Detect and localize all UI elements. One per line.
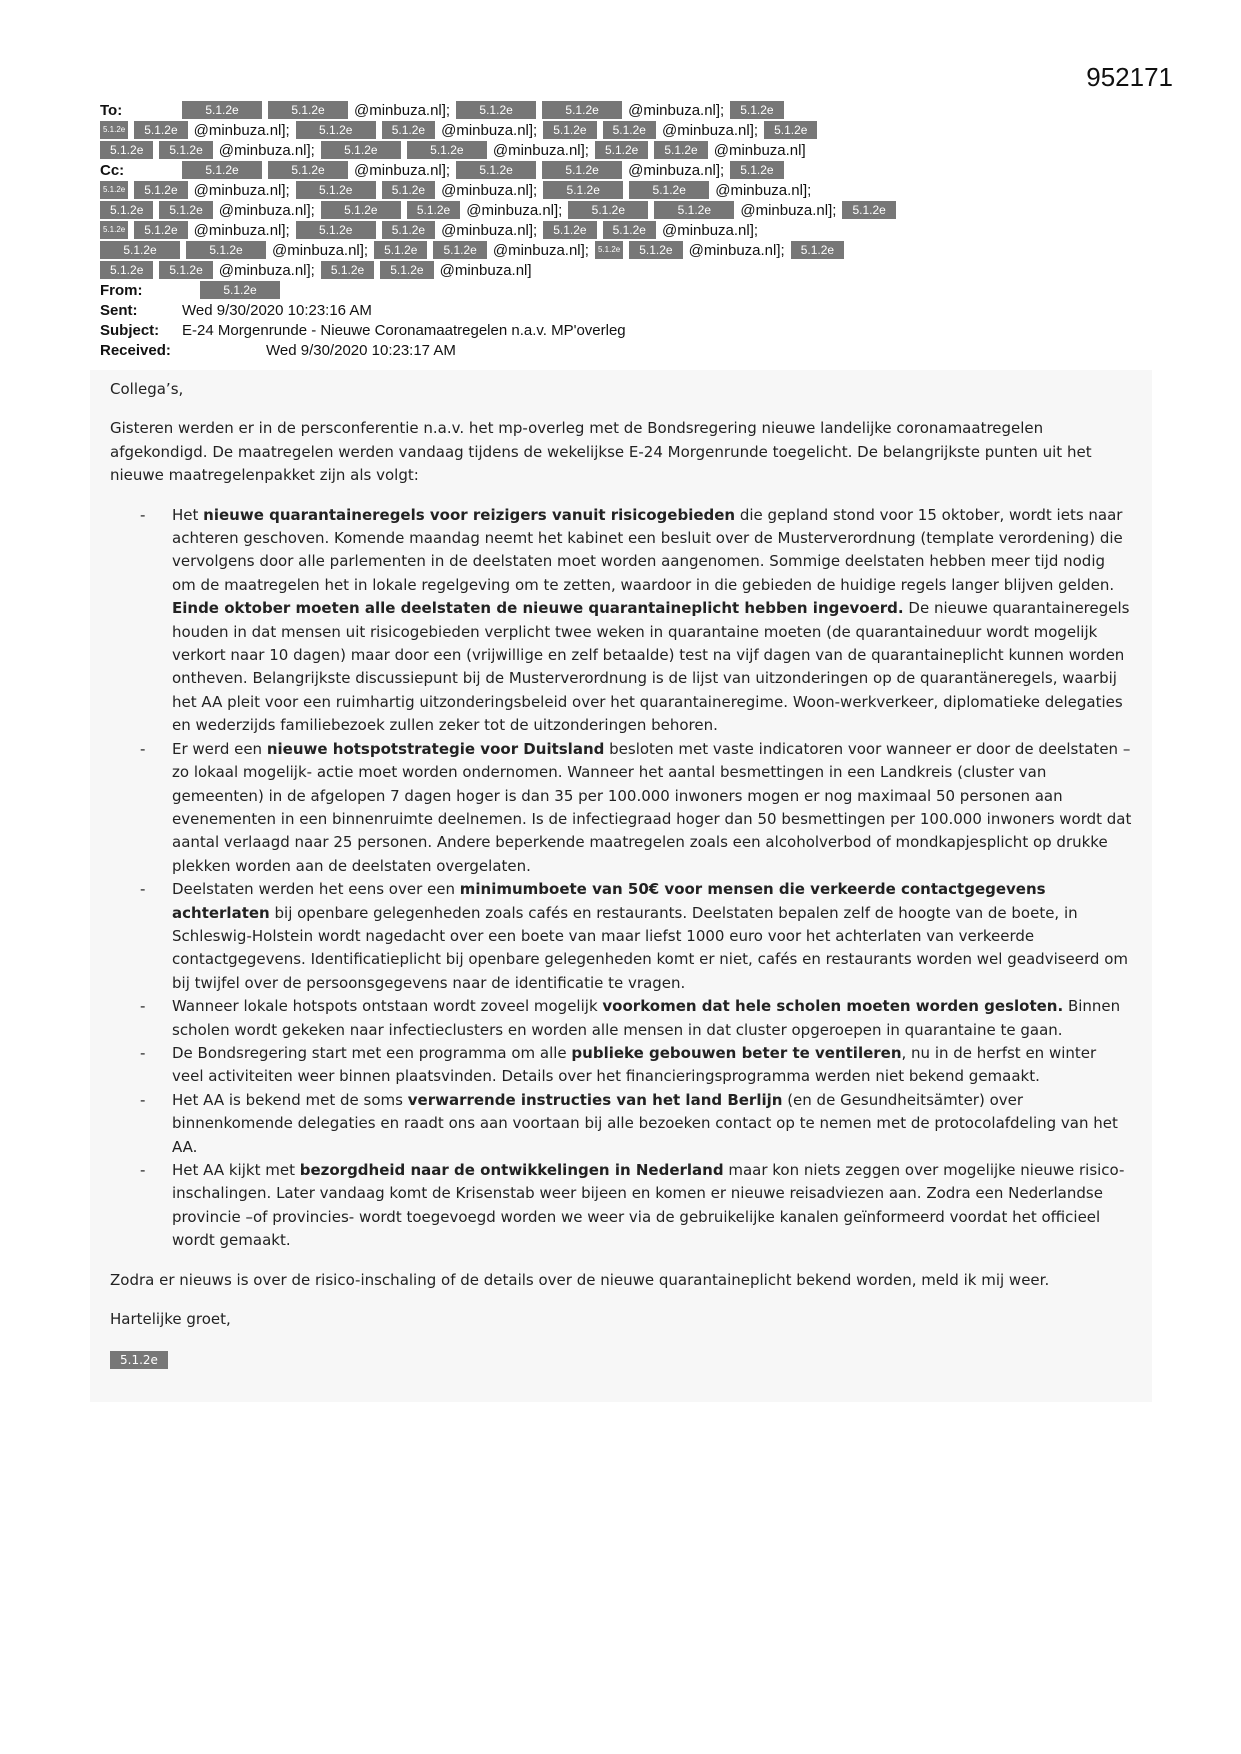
redaction-box: 5.1.2e [321, 261, 374, 279]
redaction-box: 5.1.2e [159, 201, 212, 219]
redaction-box: 5.1.2e [296, 221, 376, 239]
email-domain: @minbuza.nl]; [193, 181, 290, 199]
redaction-box: 5.1.2e [100, 241, 180, 259]
redaction-box: 5.1.2e [374, 241, 427, 259]
redaction-box: 5.1.2e [268, 101, 348, 119]
redaction-box: 5.1.2e [182, 101, 262, 119]
redaction-box: 5.1.2e [456, 161, 536, 179]
bullet-emphasis: nieuwe hotspotstrategie voor Duitsland [266, 739, 605, 758]
email-domain: @minbuza.nl]; [441, 221, 538, 239]
bullet-emphasis: bezorgdheid naar de ontwikkelingen in Nederland [299, 1161, 724, 1179]
redaction-box: 5.1.2e [100, 221, 128, 239]
bullet-item [110, 995, 1132, 1042]
cc-row-2 [100, 180, 1130, 200]
email-domain: @minbuza.nl]; [466, 201, 563, 219]
redaction-box: 5.1.2e [730, 101, 783, 119]
redaction-box: 5.1.2e [100, 141, 153, 159]
cc-row-4 [100, 220, 1130, 240]
document-id: 952171 [1086, 62, 1173, 92]
bullet-emphasis: verwarrende instructies van het land Berlijn [407, 1090, 783, 1109]
redaction-box: 5.1.2e [433, 241, 486, 259]
email-header [100, 100, 1130, 360]
redaction-box: 5.1.2e [629, 181, 709, 199]
redaction-box: 5.1.2e [134, 221, 187, 239]
email-domain: @minbuza.nl]; [628, 101, 725, 119]
email-domain: @minbuza.nl]; [628, 161, 725, 179]
redaction-box: 5.1.2e [629, 241, 682, 259]
bullet-text: Het AA kijkt met [172, 1161, 300, 1179]
email-domain: @minbuza.nl]; [688, 241, 785, 259]
bullet-text: bij openbare gelegenheden zoals cafés en restaurants. Deelstaten bepalen zelf de hoogte van de boete, in Schleswig-Holstein wordt nagedacht over een boete van maar liefst 1000 euro voor het achterlaten van verkeerde contactgegevens. Identificatieplicht bij openbare gelegenheden komt er niet, cafés en restaurants worden wel geadviseerd om bij twijfel over de persoonsgegevens naar de identificatie te vragen. [172, 903, 1128, 992]
redaction-box: 5.1.2e [764, 121, 817, 139]
email-domain: @minbuza.nl]; [193, 221, 290, 239]
signoff: Hartelijke groet, [110, 1310, 231, 1329]
redaction-box: 5.1.2e [603, 121, 656, 139]
email-domain: @minbuza.nl]; [492, 241, 589, 259]
bullet-item [110, 1089, 1132, 1159]
bullet-item [110, 738, 1132, 878]
redaction-box: 5.1.2e [100, 201, 153, 219]
email-domain: @minbuza.nl]; [218, 201, 315, 219]
redaction-box: 5.1.2e [134, 181, 187, 199]
closing-paragraph: Zodra er nieuws is over de risico-inschaling of de details over de nieuwe quarantaineplicht bekend worden, meld ik mij weer. [110, 1270, 1050, 1289]
subject-label: Subject: [100, 321, 160, 339]
bullet-text: besloten met vaste indicatoren voor wanneer er door de deelstaten –zo lokaal mogelijk- actie moet worden ondernomen. Wanneer het aantal besmettingen in een Landkreis (cluster van gemeenten) in de afgelopen 7 dagen hoger is dan 35 per 100.000 inwoners mogen er nog maximaal 50 personen aan evenementen in een binnenruimte deelnemen. Is de infectiegraad hoger dan 50 besmettingen per 100.000 inwoners wordt dat aantal verlaagd naar 25 personen. Andere beperkende maatregelen zoals een alcoholverbod of mondkapjesplicht op drukke plekken worden aan de deelstaten overgelaten. [172, 739, 1132, 875]
received-row [100, 340, 1130, 360]
redaction-box: 5.1.2e [100, 121, 128, 139]
bullet-item [110, 1159, 1132, 1253]
bullet-text: Er werd een [172, 739, 267, 758]
redaction-box: 5.1.2e [182, 161, 262, 179]
email-body [90, 370, 1152, 1402]
bullet-emphasis: publieke gebouwen beter te ventileren [571, 1043, 902, 1062]
redaction-box: 5.1.2e [542, 101, 622, 119]
bullet-item [110, 1042, 1132, 1089]
email-domain: @minbuza.nl]; [193, 121, 290, 139]
redaction-box: 5.1.2e [595, 141, 648, 159]
email-domain: @minbuza.nl]; [354, 161, 451, 179]
bullet-text: Wanneer lokale hotspots ontstaan wordt zoveel mogelijk [172, 997, 603, 1016]
signature-redaction: 5.1.2e [110, 1351, 168, 1369]
bullet-text: Deelstaten werden het eens over een [172, 880, 460, 899]
redaction-box: 5.1.2e [568, 201, 648, 219]
email-domain: @minbuza.nl]; [218, 141, 315, 159]
redaction-box: 5.1.2e [543, 121, 596, 139]
email-domain: @minbuza.nl]; [740, 201, 837, 219]
redaction-box: 5.1.2e [268, 161, 348, 179]
bullet-text: Binnen scholen wordt gekeken naar infectieclusters en worden alle mensen in dat cluster opgeroepen in quarantaine te gaan. [172, 997, 1121, 1039]
redaction-box: 5.1.2e [321, 201, 401, 219]
cc-row-6 [100, 260, 1130, 280]
sent-label: Sent: [100, 301, 138, 319]
redaction-box: 5.1.2e [842, 201, 895, 219]
bullet-text: De nieuwe quarantaineregels houden in dat mensen uit risicogebieden verplicht twee weken in quarantaine moeten (de quarantaineduur wordt mogelijk verkort naar 10 dagen) maar door een (vrijwillige en zelf betaalde) test na vijf dagen van de quarantaineplicht kunnen worden ontheven. Belangrijkste discussiepunt bij de Musterverordnung is de lijst van uitzonderingen op de quarantäneregels, waarbij het AA pleit voor een ruimhartig uitzonderingsbeleid over het quarantaineregime. Woon-werkverkeer, diplomatieke delegaties en wederzijds familiebezoek zullen zeker tot de uitzonderingen behoren. [172, 599, 1130, 735]
bullet-list [110, 504, 1132, 1253]
bullet-emphasis: voorkomen dat hele scholen moeten worden gesloten. [602, 997, 1064, 1016]
to-row-1 [100, 100, 1130, 120]
redaction-box: 5.1.2e [654, 201, 734, 219]
redaction-box: 5.1.2e [456, 101, 536, 119]
to-row-2 [100, 120, 1130, 140]
redaction-box: 5.1.2e [159, 141, 212, 159]
intro-paragraph: Gisteren werden er in de persconferentie n.a.v. het mp-overleg met de Bondsregering nieuwe landelijke coronamaatregelen afgekondigd. De maatregelen werden vandaag tijdens de wekelijkse E-24 Morgenrunde toegelicht. De belangrijkste punten uit het nieuwe maatregelenpakket zijn als volgt: [110, 419, 1092, 485]
redaction-box: 5.1.2e [407, 141, 487, 159]
redaction-box: 5.1.2e [542, 161, 622, 179]
email-domain: @minbuza.nl]; [441, 181, 538, 199]
from-label: From: [100, 281, 143, 299]
to-row-3 [100, 140, 1130, 160]
bullet-text: (en de Gesundheitsämter) over binnenkomende delegaties en raadt ons aan voortaan bij alle bezoeken contact op te nemen met de protocolafdeling van het AA. [172, 1090, 1118, 1156]
redaction-box: 5.1.2e [382, 221, 435, 239]
bullet-text: De Bondsregering start met een programma om alle [172, 1043, 572, 1062]
bullet-emphasis: Einde oktober moeten alle deelstaten de nieuwe quarantaineplicht hebben ingevoerd. [172, 599, 904, 618]
cc-row-3 [100, 200, 1130, 220]
sent-value: Wed 9/30/2020 10:23:16 AM [182, 301, 372, 319]
cc-row-5 [100, 240, 1130, 260]
bullet-text: Het [172, 505, 204, 524]
email-domain: @minbuza.nl]; [272, 241, 369, 259]
redaction-box: 5.1.2e [186, 241, 266, 259]
greeting: Collega’s, [110, 380, 184, 398]
email-domain: @minbuza.nl] [439, 261, 532, 279]
redaction-box: 5.1.2e [159, 261, 212, 279]
email-domain: @minbuza.nl]; [715, 181, 812, 199]
redaction-box: 5.1.2e [791, 241, 844, 259]
redaction-box: 5.1.2e [730, 161, 783, 179]
bullet-text: Het AA is bekend met de soms [172, 1090, 408, 1109]
email-domain: @minbuza.nl]; [492, 141, 589, 159]
redaction-box: 5.1.2e [382, 181, 435, 199]
redaction-box: 5.1.2e [100, 261, 153, 279]
redaction-box: 5.1.2e [100, 181, 128, 199]
cc-row-1 [100, 160, 1130, 180]
redaction-box: 5.1.2e [380, 261, 433, 279]
redaction-box: 5.1.2e [603, 221, 656, 239]
email-domain: @minbuza.nl]; [661, 221, 759, 239]
email-domain: @minbuza.nl]; [354, 101, 451, 119]
email-domain: @minbuza.nl] [713, 141, 806, 159]
redaction-box: 5.1.2e [200, 281, 280, 299]
bullet-item [110, 878, 1132, 995]
bullet-text: maar kon niets zeggen over mogelijke nieuwe risico-inschalingen. Later vandaag komt de Krisenstab weer bijeen en komen er nieuwe reisadviezen aan. Zodra een Nederlandse provincie –of provincies- wordt toegevoegd worden we weer via de gebruikelijke kanalen geïnformeerd voordat het officieel wordt gemaakt. [172, 1161, 1125, 1250]
received-value: Wed 9/30/2020 10:23:17 AM [266, 341, 456, 359]
email-domain: @minbuza.nl]; [218, 261, 315, 279]
email-domain: @minbuza.nl]; [441, 121, 538, 139]
received-label: Received: [100, 341, 171, 359]
bullet-emphasis: nieuwe quarantaineregels voor reizigers vanuit risicogebieden [203, 505, 736, 524]
redaction-box: 5.1.2e [382, 121, 435, 139]
redaction-box: 5.1.2e [543, 181, 623, 199]
bullet-text: , nu in de herfst en winter veel activiteiten weer binnen plaatsvinden. Details over het financieringsprogramma werden niet bekend gemaakt. [172, 1043, 1097, 1086]
redaction-box: 5.1.2e [296, 121, 376, 139]
bullet-text: die gepland stond voor 15 oktober, wordt iets naar achteren geschoven. Komende maandag neemt het kabinet een besluit over de Musterverordnung (template verordening) die vervolgens door alle parlementen in de deelstaten moet worden aangenomen. Sommige deelstaten hebben meer tijd nodig om de maatregelen het in lokale regelgeving om te zetten, waardoor in die gebieden de huidige regels langer blijven gelden. [172, 505, 1123, 594]
redaction-box: 5.1.2e [134, 121, 187, 139]
subject-value: E-24 Morgenrunde - Nieuwe Coronamaatregelen n.a.v. MP'overleg [182, 321, 626, 339]
subject-row [100, 320, 1130, 340]
redaction-box: 5.1.2e [321, 141, 401, 159]
redaction-box: 5.1.2e [595, 241, 623, 259]
sent-row [100, 300, 1130, 320]
from-row [100, 280, 1130, 300]
bullet-item [110, 504, 1132, 738]
redaction-box: 5.1.2e [543, 221, 596, 239]
email-domain: @minbuza.nl]; [661, 121, 759, 139]
redaction-box: 5.1.2e [296, 181, 376, 199]
redaction-box: 5.1.2e [654, 141, 707, 159]
to-label: To: [100, 101, 123, 119]
redaction-box: 5.1.2e [407, 201, 460, 219]
cc-label: Cc: [100, 161, 125, 179]
bullet-emphasis: minimumboete van 50€ voor mensen die verkeerde contactgegevens achterlaten [172, 880, 1046, 922]
